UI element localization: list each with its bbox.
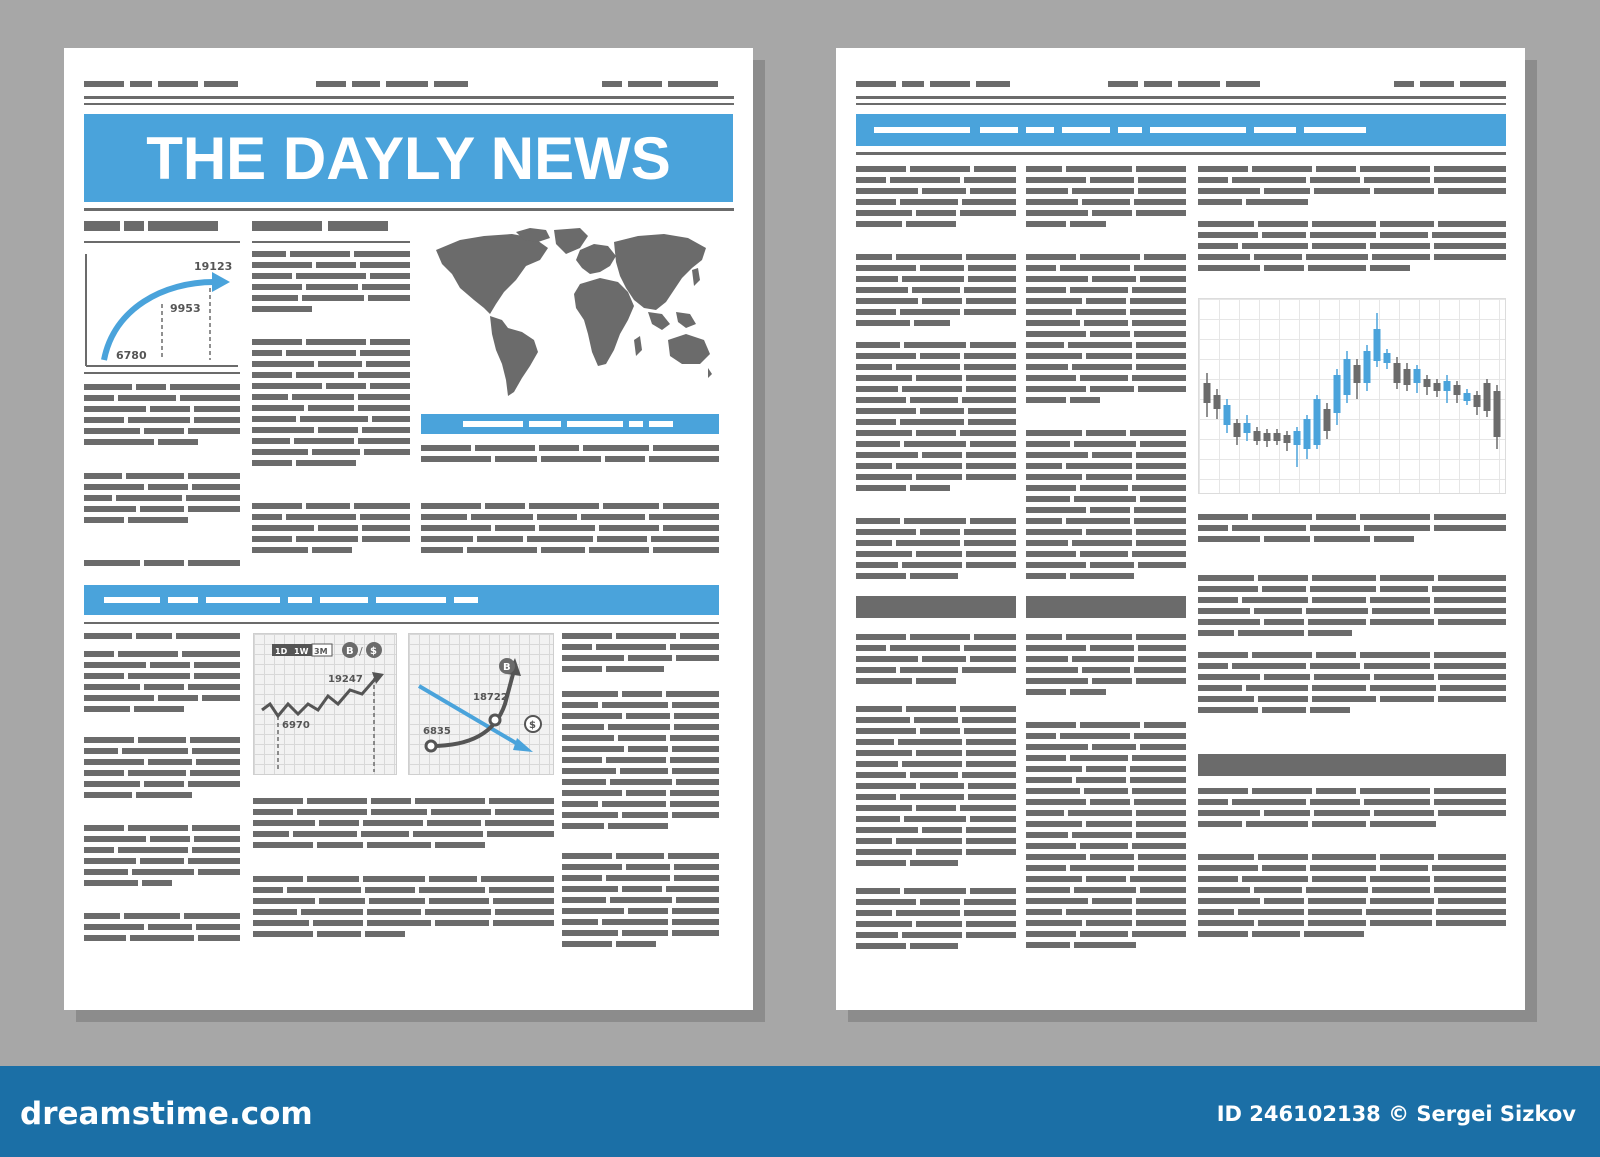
section-banner bbox=[856, 114, 1506, 146]
header-top-text bbox=[84, 81, 734, 91]
newspaper-page-right bbox=[836, 48, 1525, 1010]
growth-value-low: 6780 bbox=[116, 349, 147, 362]
timeframe-1d: 1D bbox=[275, 647, 288, 656]
column-rule bbox=[84, 241, 240, 243]
article-text bbox=[1198, 788, 1506, 958]
header-rule bbox=[856, 103, 1506, 105]
article-text bbox=[84, 560, 240, 570]
exchange-value-low: 6835 bbox=[423, 726, 451, 737]
candle-body bbox=[1394, 363, 1401, 383]
growth-value-mid: 9953 bbox=[170, 302, 201, 315]
article-text bbox=[421, 445, 719, 475]
dollar-icon bbox=[366, 642, 382, 658]
dollar-icon bbox=[525, 716, 541, 732]
svg-text:/: / bbox=[359, 645, 363, 658]
article-text bbox=[84, 473, 240, 543]
article-text bbox=[1026, 634, 1186, 960]
svg-text:B: B bbox=[346, 646, 354, 657]
header-top-text bbox=[856, 81, 1506, 91]
candle-body bbox=[1214, 395, 1221, 409]
candlestick-chart bbox=[1198, 298, 1506, 494]
column-rule bbox=[252, 241, 410, 243]
growth-value-high: 19123 bbox=[194, 260, 233, 273]
footer-brand[interactable]: dreamstime.com bbox=[20, 1096, 313, 1132]
candle-body bbox=[1354, 365, 1361, 383]
candle-body bbox=[1244, 423, 1251, 433]
masthead bbox=[84, 114, 733, 202]
candle-body bbox=[1454, 385, 1461, 395]
bitcoin-icon bbox=[499, 658, 515, 674]
column-rule bbox=[84, 372, 240, 374]
candle-body bbox=[1264, 433, 1271, 441]
article-text bbox=[1198, 514, 1506, 554]
candle-body bbox=[1484, 383, 1491, 411]
section-banner bbox=[421, 414, 719, 434]
article-text bbox=[1198, 166, 1506, 286]
footer-bar bbox=[0, 1066, 1600, 1157]
article-text bbox=[856, 634, 1016, 960]
candle-body bbox=[1274, 433, 1281, 441]
candle-body bbox=[1304, 419, 1311, 449]
crypto-value-high: 19247 bbox=[328, 674, 363, 685]
section-rule bbox=[84, 622, 719, 624]
newspaper-page-left bbox=[64, 48, 753, 1010]
world-map-icon bbox=[430, 228, 714, 400]
candle-body bbox=[1314, 399, 1321, 445]
candle-body bbox=[1374, 329, 1381, 361]
candle-body bbox=[1434, 383, 1441, 391]
svg-text:$: $ bbox=[370, 646, 377, 657]
article-text bbox=[252, 339, 410, 479]
article-text bbox=[253, 798, 554, 978]
candle-body bbox=[1464, 393, 1471, 401]
candle-body bbox=[1254, 431, 1261, 441]
column-headline bbox=[252, 221, 412, 235]
svg-text:$: $ bbox=[529, 720, 536, 731]
candle-body bbox=[1424, 379, 1431, 387]
header-rule bbox=[84, 103, 734, 105]
article-text bbox=[1198, 575, 1506, 735]
svg-text:B: B bbox=[503, 662, 511, 673]
candle-body bbox=[1344, 359, 1351, 395]
candle-body bbox=[1404, 369, 1411, 385]
candle-body bbox=[1334, 375, 1341, 413]
section-divider bbox=[856, 596, 1016, 618]
section-banner bbox=[84, 585, 719, 615]
footer-credit: ID 246102138 © Sergei Sizkov bbox=[1216, 1102, 1576, 1126]
candle-body bbox=[1444, 381, 1451, 391]
candle-body bbox=[1494, 391, 1501, 437]
article-text bbox=[84, 633, 240, 973]
candle-body bbox=[1324, 409, 1331, 431]
masthead-rule bbox=[84, 208, 734, 211]
exchange-chart bbox=[408, 633, 554, 775]
section-rule bbox=[856, 152, 1506, 155]
article-text bbox=[562, 633, 719, 963]
timeframe-1w: 1W bbox=[294, 647, 309, 656]
timeframe-3m: 3M bbox=[314, 647, 328, 656]
candle-body bbox=[1224, 405, 1231, 425]
candle-body bbox=[1284, 435, 1291, 443]
candle-body bbox=[1364, 351, 1371, 383]
section-divider bbox=[1198, 754, 1506, 776]
article-text bbox=[856, 166, 1016, 586]
growth-chart bbox=[84, 248, 240, 370]
masthead-title: THE DAYLY NEWS bbox=[146, 124, 671, 192]
crypto-value-low: 6970 bbox=[282, 720, 310, 731]
candle-body bbox=[1384, 353, 1391, 363]
section-divider bbox=[1026, 596, 1186, 618]
article-text bbox=[252, 503, 719, 565]
article-text bbox=[1026, 166, 1186, 586]
crypto-chart bbox=[253, 633, 397, 775]
column-headline bbox=[84, 221, 244, 235]
article-text bbox=[84, 384, 240, 456]
candle-body bbox=[1204, 383, 1211, 403]
header-rule bbox=[84, 96, 734, 99]
bitcoin-icon bbox=[342, 642, 358, 658]
candle-body bbox=[1234, 423, 1241, 437]
candle-body bbox=[1414, 369, 1421, 383]
candle-body bbox=[1474, 395, 1481, 407]
exchange-value-high: 18722 bbox=[473, 692, 508, 703]
article-text bbox=[252, 251, 410, 323]
candle-body bbox=[1294, 431, 1301, 445]
header-rule bbox=[856, 96, 1506, 99]
